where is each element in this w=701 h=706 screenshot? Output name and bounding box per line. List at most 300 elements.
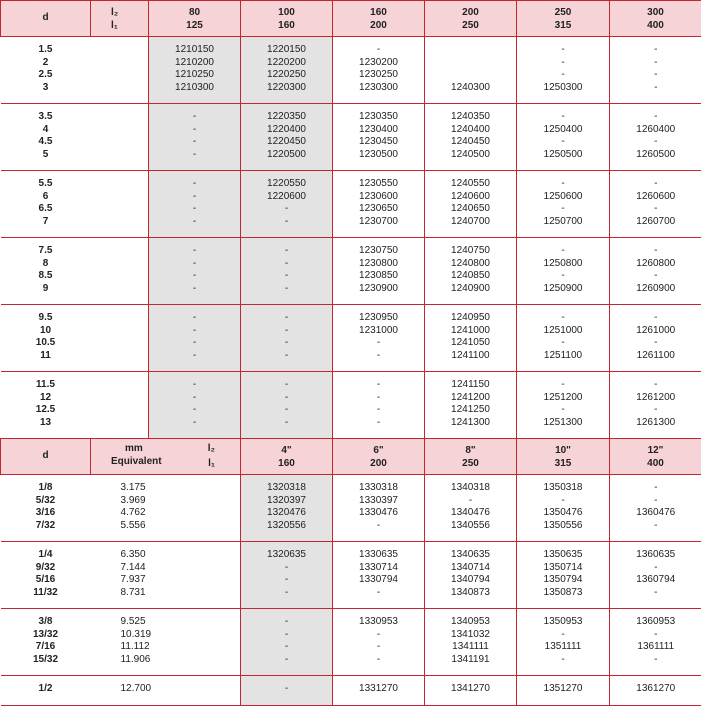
cell-line: - bbox=[149, 404, 240, 417]
cell-line: 1241000 bbox=[425, 325, 516, 338]
cell-line: - bbox=[517, 136, 609, 149]
col-header: 12" 400 bbox=[610, 439, 701, 475]
cell-line: 9.5 bbox=[1, 312, 91, 325]
cell-line: - bbox=[241, 312, 332, 325]
cell-line: 6.5 bbox=[1, 203, 91, 216]
cell-line: - bbox=[517, 178, 609, 191]
cell-line: 1320397 bbox=[241, 495, 332, 508]
empty-cell bbox=[91, 238, 149, 305]
d-values bbox=[1, 171, 91, 238]
cell-line: - bbox=[241, 216, 332, 229]
code-cell bbox=[149, 104, 241, 171]
cell-line: - bbox=[517, 495, 609, 508]
code-cell bbox=[241, 676, 333, 706]
cell-line: - bbox=[333, 404, 424, 417]
cell-line: 5.556 bbox=[121, 520, 241, 533]
cell-line: 1320556 bbox=[241, 520, 332, 533]
cell-line: 1230950 bbox=[333, 312, 424, 325]
cell-line: 8.5 bbox=[1, 270, 91, 283]
cell-line: - bbox=[149, 350, 240, 363]
cell-line: - bbox=[333, 641, 424, 654]
code-cell bbox=[333, 372, 425, 439]
code-cell bbox=[610, 609, 701, 676]
cell-line: 1360794 bbox=[610, 574, 701, 587]
code-cell bbox=[241, 542, 333, 609]
cell-line: - bbox=[610, 111, 701, 124]
cell-line: 1330318 bbox=[333, 482, 424, 495]
cell-line: - bbox=[517, 337, 609, 350]
cell-line: - bbox=[425, 495, 516, 508]
table1-header bbox=[1, 1, 701, 37]
cell-line: - bbox=[610, 312, 701, 325]
l2-label: l₂ bbox=[111, 5, 148, 20]
cell-line: 7.144 bbox=[121, 562, 241, 575]
cell-line: 1350794 bbox=[517, 574, 609, 587]
cell-line: - bbox=[610, 44, 701, 57]
cell-line: - bbox=[517, 245, 609, 258]
cell-line: - bbox=[149, 191, 240, 204]
col-header: 6" 200 bbox=[333, 439, 425, 475]
cell-line: 1350953 bbox=[517, 616, 609, 629]
cell-line: 8.731 bbox=[121, 587, 241, 600]
cell-line: 1230900 bbox=[333, 283, 424, 296]
inch-sizes-table bbox=[0, 438, 701, 706]
cell-line: - bbox=[241, 417, 332, 430]
code-cell bbox=[425, 609, 517, 676]
code-cell bbox=[517, 372, 610, 439]
cell-line: 1341032 bbox=[425, 629, 516, 642]
cell-line: 1220300 bbox=[241, 82, 332, 95]
d-values bbox=[1, 372, 91, 439]
cell-line: - bbox=[517, 203, 609, 216]
cell-line: 3.175 bbox=[121, 482, 241, 495]
code-cell bbox=[149, 238, 241, 305]
code-cell bbox=[149, 372, 241, 439]
cell-line: 1.5 bbox=[1, 44, 91, 57]
cell-line: 1340953 bbox=[425, 616, 516, 629]
cell-line: - bbox=[333, 44, 424, 57]
mm-label: mm bbox=[125, 443, 143, 456]
cell-line: 1330635 bbox=[333, 549, 424, 562]
col-header: 100 160 bbox=[241, 1, 333, 37]
mm-values bbox=[91, 542, 241, 609]
code-cell bbox=[610, 37, 701, 104]
cell-line: - bbox=[241, 562, 332, 575]
cell-line: - bbox=[241, 616, 332, 629]
cell-line: - bbox=[241, 203, 332, 216]
cell-line: 1251100 bbox=[517, 350, 609, 363]
cell-line: 4 bbox=[1, 124, 91, 137]
cell-line: 7/32 bbox=[1, 520, 91, 533]
cell-line: 1230350 bbox=[333, 111, 424, 124]
code-cell bbox=[149, 37, 241, 104]
cell-line: 7.5 bbox=[1, 245, 91, 258]
mm-values bbox=[91, 676, 241, 706]
cell-line: 1350556 bbox=[517, 520, 609, 533]
cell-line: - bbox=[610, 245, 701, 258]
cell-line: 1250900 bbox=[517, 283, 609, 296]
table-row-group bbox=[1, 37, 701, 104]
cell-line: - bbox=[517, 270, 609, 283]
cell-line: 1351270 bbox=[517, 683, 609, 696]
cell-line: 11.5 bbox=[1, 379, 91, 392]
cell-line: 1240800 bbox=[425, 258, 516, 271]
cell-line: 1230450 bbox=[333, 136, 424, 149]
cell-line: - bbox=[149, 283, 240, 296]
cell-line: 1240450 bbox=[425, 136, 516, 149]
cell-line: 10.319 bbox=[121, 629, 241, 642]
cell-line: 1220150 bbox=[241, 44, 332, 57]
cell-line: 1240600 bbox=[425, 191, 516, 204]
cell-line: - bbox=[241, 337, 332, 350]
cell-line: 1261200 bbox=[610, 392, 701, 405]
cell-line: 1230400 bbox=[333, 124, 424, 137]
cell-line bbox=[425, 57, 516, 70]
col-header: 160 200 bbox=[333, 1, 425, 37]
code-cell bbox=[517, 37, 610, 104]
empty-cell bbox=[91, 37, 149, 104]
cell-line: 1240950 bbox=[425, 312, 516, 325]
col-header: 10" 315 bbox=[517, 439, 610, 475]
cell-line: 1361270 bbox=[610, 683, 701, 696]
cell-line: - bbox=[333, 629, 424, 642]
cell-line: - bbox=[610, 82, 701, 95]
code-cell bbox=[241, 37, 333, 104]
cell-line: - bbox=[149, 203, 240, 216]
table2-body bbox=[1, 475, 701, 706]
cell-line: 1330714 bbox=[333, 562, 424, 575]
cell-line: - bbox=[241, 404, 332, 417]
cell-line: - bbox=[241, 325, 332, 338]
cell-line: - bbox=[241, 350, 332, 363]
cell-line: 1350318 bbox=[517, 482, 609, 495]
code-cell bbox=[333, 104, 425, 171]
cell-line: 1/2 bbox=[1, 683, 91, 696]
cell-line: - bbox=[517, 404, 609, 417]
cell-line: 1230200 bbox=[333, 57, 424, 70]
cell-line: - bbox=[610, 404, 701, 417]
cell-line: 1230700 bbox=[333, 216, 424, 229]
cell-line: - bbox=[149, 111, 240, 124]
code-cell bbox=[610, 305, 701, 372]
cell-line: 1340873 bbox=[425, 587, 516, 600]
cell-line: 8 bbox=[1, 258, 91, 271]
mm-equivalent-header bbox=[91, 439, 241, 475]
cell-line: 1240650 bbox=[425, 203, 516, 216]
cell-line: 1220550 bbox=[241, 178, 332, 191]
cell-line: - bbox=[149, 149, 240, 162]
cell-line: 12.700 bbox=[121, 683, 241, 696]
cell-line: 1230750 bbox=[333, 245, 424, 258]
table-row-group bbox=[1, 305, 701, 372]
cell-line: 1340556 bbox=[425, 520, 516, 533]
cell-line: - bbox=[149, 325, 240, 338]
cell-line: 1340794 bbox=[425, 574, 516, 587]
code-cell bbox=[610, 372, 701, 439]
cell-line: - bbox=[149, 124, 240, 137]
l1-label: l₁ bbox=[208, 458, 215, 471]
code-cell bbox=[425, 542, 517, 609]
d-header: d bbox=[1, 439, 91, 475]
cell-line: - bbox=[241, 654, 332, 667]
cell-line: - bbox=[149, 270, 240, 283]
cell-line: 1340318 bbox=[425, 482, 516, 495]
cell-line: - bbox=[149, 245, 240, 258]
cell-line: - bbox=[241, 283, 332, 296]
code-cell bbox=[241, 104, 333, 171]
cell-line: 9 bbox=[1, 283, 91, 296]
cell-line: 1320318 bbox=[241, 482, 332, 495]
cell-line: 9.525 bbox=[121, 616, 241, 629]
cell-line: 9/32 bbox=[1, 562, 91, 575]
d-values bbox=[1, 104, 91, 171]
cell-line: - bbox=[610, 495, 701, 508]
cell-line: 1350714 bbox=[517, 562, 609, 575]
cell-line: 5.5 bbox=[1, 178, 91, 191]
cell-line: 1230600 bbox=[333, 191, 424, 204]
cell-line: 1210200 bbox=[149, 57, 240, 70]
cell-line: 1230300 bbox=[333, 82, 424, 95]
cell-line: 10.5 bbox=[1, 337, 91, 350]
cell-line: 1230550 bbox=[333, 178, 424, 191]
code-cell bbox=[333, 609, 425, 676]
cell-line: - bbox=[517, 111, 609, 124]
cell-line: - bbox=[241, 270, 332, 283]
cell-line: 7.937 bbox=[121, 574, 241, 587]
cell-line: 1350635 bbox=[517, 549, 609, 562]
cell-line: 1241300 bbox=[425, 417, 516, 430]
cell-line: - bbox=[610, 482, 701, 495]
code-cell bbox=[517, 475, 610, 542]
mm-values bbox=[91, 475, 241, 542]
col-header: 300 400 bbox=[610, 1, 701, 37]
cell-line: - bbox=[241, 587, 332, 600]
d-values bbox=[1, 238, 91, 305]
cell-line: 1261000 bbox=[610, 325, 701, 338]
code-cell bbox=[425, 305, 517, 372]
cell-line: 2 bbox=[1, 57, 91, 70]
cell-line: 1210250 bbox=[149, 69, 240, 82]
cell-line: 3.969 bbox=[121, 495, 241, 508]
code-cell bbox=[517, 609, 610, 676]
cell-line: - bbox=[241, 379, 332, 392]
cell-line: - bbox=[517, 654, 609, 667]
cell-line: - bbox=[241, 392, 332, 405]
cell-line: - bbox=[149, 379, 240, 392]
cell-line: - bbox=[610, 57, 701, 70]
cell-line: 12 bbox=[1, 392, 91, 405]
cell-line: 1240500 bbox=[425, 149, 516, 162]
cell-line: - bbox=[610, 136, 701, 149]
d-values bbox=[1, 676, 91, 706]
cell-line: - bbox=[149, 392, 240, 405]
cell-line: - bbox=[610, 178, 701, 191]
code-cell bbox=[241, 238, 333, 305]
cell-line: 1240850 bbox=[425, 270, 516, 283]
cell-line: 1330794 bbox=[333, 574, 424, 587]
code-cell bbox=[610, 475, 701, 542]
cell-line: 5/32 bbox=[1, 495, 91, 508]
cell-line: - bbox=[333, 654, 424, 667]
code-cell bbox=[333, 542, 425, 609]
table1-body bbox=[1, 37, 701, 439]
cell-line: 1250500 bbox=[517, 149, 609, 162]
cell-line: 1360635 bbox=[610, 549, 701, 562]
cell-line: 6.350 bbox=[121, 549, 241, 562]
table-row-group bbox=[1, 372, 701, 439]
cell-line: 1230800 bbox=[333, 258, 424, 271]
cell-line: 2.5 bbox=[1, 69, 91, 82]
code-cell bbox=[241, 305, 333, 372]
cell-line: - bbox=[241, 574, 332, 587]
l1-label: l₁ bbox=[111, 20, 148, 33]
code-cell bbox=[149, 171, 241, 238]
cell-line: 1240700 bbox=[425, 216, 516, 229]
cell-line: 1260800 bbox=[610, 258, 701, 271]
cell-line: 1260900 bbox=[610, 283, 701, 296]
cell-line: - bbox=[333, 587, 424, 600]
cell-line: 1261300 bbox=[610, 417, 701, 430]
cell-line: 1240900 bbox=[425, 283, 516, 296]
cell-line: 4.5 bbox=[1, 136, 91, 149]
cell-line: 1251000 bbox=[517, 325, 609, 338]
cell-line: - bbox=[610, 587, 701, 600]
cell-line: 1220400 bbox=[241, 124, 332, 137]
code-cell bbox=[610, 104, 701, 171]
cell-line: 1350476 bbox=[517, 507, 609, 520]
cell-line: - bbox=[333, 520, 424, 533]
cell-line: - bbox=[610, 203, 701, 216]
col-header: 200 250 bbox=[425, 1, 517, 37]
code-cell bbox=[149, 305, 241, 372]
cell-line: - bbox=[517, 379, 609, 392]
cell-line: - bbox=[610, 337, 701, 350]
cell-line: 11 bbox=[1, 350, 91, 363]
col-header: 8" 250 bbox=[425, 439, 517, 475]
code-cell bbox=[425, 37, 517, 104]
cell-line: 1240350 bbox=[425, 111, 516, 124]
code-cell bbox=[517, 305, 610, 372]
cell-line: - bbox=[517, 44, 609, 57]
cell-line: - bbox=[610, 562, 701, 575]
cell-line: 11.112 bbox=[121, 641, 241, 654]
cell-line: 12.5 bbox=[1, 404, 91, 417]
cell-line: 1240400 bbox=[425, 124, 516, 137]
cell-line: 1250600 bbox=[517, 191, 609, 204]
empty-cell bbox=[91, 104, 149, 171]
code-cell bbox=[425, 104, 517, 171]
code-cell bbox=[241, 475, 333, 542]
cell-line: 1210150 bbox=[149, 44, 240, 57]
d-values bbox=[1, 305, 91, 372]
cell-line: 13 bbox=[1, 417, 91, 430]
cell-line: 1351111 bbox=[517, 641, 609, 654]
cell-line: 1361111 bbox=[610, 641, 701, 654]
table2-header bbox=[1, 439, 701, 475]
cell-line: - bbox=[241, 258, 332, 271]
cell-line: - bbox=[517, 69, 609, 82]
code-cell bbox=[425, 372, 517, 439]
code-cell bbox=[610, 171, 701, 238]
cell-line: - bbox=[149, 312, 240, 325]
cell-line: 1330953 bbox=[333, 616, 424, 629]
cell-line: 1241150 bbox=[425, 379, 516, 392]
cell-line: 11.906 bbox=[121, 654, 241, 667]
code-cell bbox=[425, 171, 517, 238]
cell-line: 1260700 bbox=[610, 216, 701, 229]
cell-line: 1261100 bbox=[610, 350, 701, 363]
cell-line: 3 bbox=[1, 82, 91, 95]
cell-line: 1/4 bbox=[1, 549, 91, 562]
table-row-group bbox=[1, 171, 701, 238]
code-cell bbox=[425, 676, 517, 706]
equivalent-label: Equivalent bbox=[111, 456, 162, 469]
code-cell bbox=[425, 475, 517, 542]
cell-line: 7/16 bbox=[1, 641, 91, 654]
col-header: 4" 160 bbox=[241, 439, 333, 475]
cell-line: 1360953 bbox=[610, 616, 701, 629]
cell-line: 1340635 bbox=[425, 549, 516, 562]
code-cell bbox=[610, 238, 701, 305]
cell-line: - bbox=[517, 629, 609, 642]
cell-line: - bbox=[333, 350, 424, 363]
cell-line: 1231000 bbox=[333, 325, 424, 338]
cell-line: - bbox=[333, 379, 424, 392]
table-row-group bbox=[1, 609, 701, 676]
code-cell bbox=[333, 305, 425, 372]
code-cell bbox=[610, 542, 701, 609]
cell-line: 1220250 bbox=[241, 69, 332, 82]
cell-line: - bbox=[241, 641, 332, 654]
cell-line: 3/16 bbox=[1, 507, 91, 520]
table-row-group bbox=[1, 104, 701, 171]
col-header: 250 315 bbox=[517, 1, 610, 37]
cell-line: - bbox=[610, 69, 701, 82]
d-values bbox=[1, 475, 91, 542]
cell-line: 1241250 bbox=[425, 404, 516, 417]
cell-line: - bbox=[610, 654, 701, 667]
cell-line: - bbox=[610, 520, 701, 533]
code-cell bbox=[241, 609, 333, 676]
cell-line: 1251200 bbox=[517, 392, 609, 405]
cell-line: 1241100 bbox=[425, 350, 516, 363]
cell-line: 1250400 bbox=[517, 124, 609, 137]
table-row-group bbox=[1, 542, 701, 609]
code-cell bbox=[610, 676, 701, 706]
code-cell bbox=[517, 676, 610, 706]
cell-line: 1350873 bbox=[517, 587, 609, 600]
length-labels bbox=[91, 1, 149, 37]
cell-line: 1241050 bbox=[425, 337, 516, 350]
cell-line: 4.762 bbox=[121, 507, 241, 520]
cell-line: 1260500 bbox=[610, 149, 701, 162]
cell-line: 1360476 bbox=[610, 507, 701, 520]
code-cell bbox=[241, 372, 333, 439]
cell-line: 1341191 bbox=[425, 654, 516, 667]
d-values bbox=[1, 37, 91, 104]
cell-line: 1220600 bbox=[241, 191, 332, 204]
cell-line: 1260600 bbox=[610, 191, 701, 204]
code-cell bbox=[241, 171, 333, 238]
code-cell bbox=[333, 171, 425, 238]
cell-line: 1240750 bbox=[425, 245, 516, 258]
cell-line: - bbox=[149, 216, 240, 229]
col-header: 80 125 bbox=[149, 1, 241, 37]
cell-line: 1251300 bbox=[517, 417, 609, 430]
code-cell bbox=[517, 238, 610, 305]
table-row-group bbox=[1, 238, 701, 305]
cell-line: 1/8 bbox=[1, 482, 91, 495]
